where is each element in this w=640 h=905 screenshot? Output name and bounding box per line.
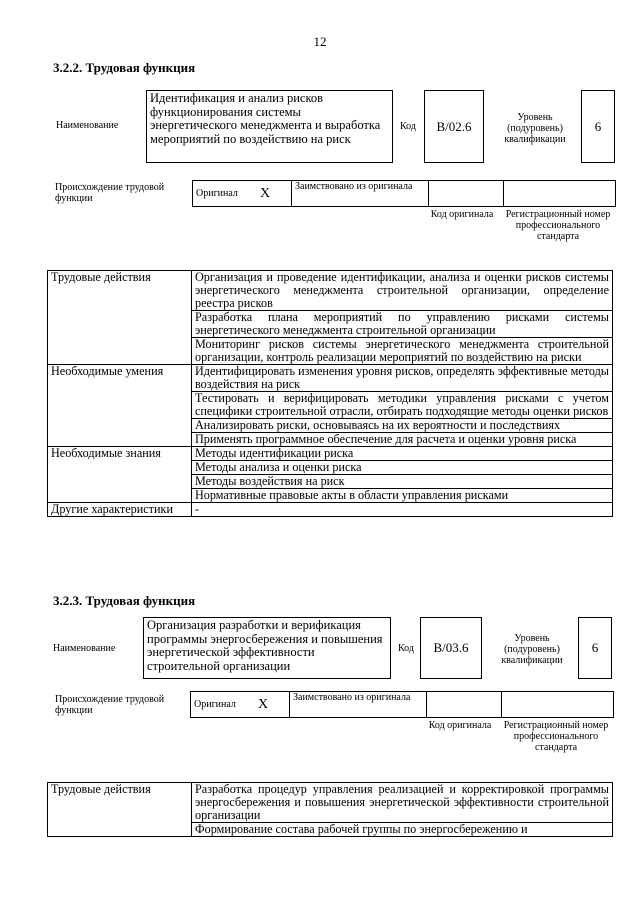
- origin-code-cell: [429, 181, 504, 207]
- table-row: [48, 271, 613, 311]
- table-cell: Тестировать и верифицировать методики управления рисками с учетом специфики строительной отрасли, отбирать подходящие методы оценки рисков: [192, 392, 613, 419]
- function-name-text: Идентификация и анализ рисков функционирования системы энергетического менеджмента и выработка мероприятий по воздействию на риск: [150, 91, 381, 146]
- table-cell: Мониторинг рисков системы энергетического менеджмента строительной организации, контроль реализации мероприятий по воздействию на риски: [192, 338, 613, 365]
- table-cell: Формирование состава рабочей группы по энергосбережению и: [192, 823, 613, 837]
- borrowed-label: Заимствовано из оригинала: [292, 181, 429, 207]
- function-name-box: [143, 617, 391, 679]
- table-cell: Применять программное обеспечение для расчета и оценки уровня риска: [192, 433, 613, 447]
- table-cell: Методы воздействия на риск: [192, 475, 613, 489]
- table-row: [48, 783, 613, 823]
- name-label: Наименование: [56, 120, 119, 131]
- page-number: 12: [313, 34, 327, 49]
- section-title: 3.2.2. Трудовая функция: [53, 60, 196, 75]
- function-name-box: [146, 90, 393, 163]
- code-value: B/03.6: [433, 640, 469, 655]
- category-cell: Трудовые действия: [48, 783, 192, 837]
- table-row: [48, 503, 613, 517]
- table-cell: Нормативные правовые акты в области управления рисками: [192, 489, 613, 503]
- reg-number-caption: Регистрационный номер профессионального стандарта: [505, 209, 611, 242]
- reg-number-caption: Регистрационный номер профессионального стандарта: [503, 720, 609, 753]
- reg-number-cell: [504, 181, 616, 207]
- table-row: [48, 447, 613, 461]
- origin-table: [192, 180, 616, 207]
- labor-function-table: [47, 270, 613, 517]
- origin-label: Происхождение трудовой функции: [55, 694, 165, 716]
- code-label: Код: [400, 121, 416, 132]
- code-label: Код: [398, 643, 414, 654]
- origin-code-cell: [427, 692, 502, 718]
- table-cell: -: [192, 503, 613, 517]
- section-title: 3.2.3. Трудовая функция: [53, 593, 196, 608]
- table-cell: Идентифицировать изменения уровня рисков, определять эффективные методы воздействия на риск: [192, 365, 613, 392]
- table-cell: Методы анализа и оценки риска: [192, 461, 613, 475]
- borrowed-label: Заимствовано из оригинала: [290, 692, 427, 718]
- category-cell: Необходимые знания: [48, 447, 192, 503]
- code-value-box: [420, 617, 482, 679]
- level-label: Уровень (подуровень) квалификации: [504, 112, 566, 145]
- category-cell: Другие характеристики: [48, 503, 192, 517]
- origin-code-caption: Код оригинала: [428, 720, 492, 731]
- reg-number-cell: [502, 692, 614, 718]
- table-cell: Анализировать риски, основываясь на их вероятности и последствиях: [192, 419, 613, 433]
- original-label: Оригинал: [191, 692, 256, 718]
- level-value: 6: [594, 118, 602, 134]
- level-value-box: [581, 90, 615, 163]
- level-value: 6: [591, 640, 599, 655]
- code-value: B/02.6: [436, 118, 472, 134]
- level-label: Уровень (подуровень) квалификации: [501, 633, 563, 666]
- origin-table: [190, 691, 614, 718]
- origin-code-caption: Код оригинала: [430, 209, 494, 220]
- code-value-box: [424, 90, 484, 163]
- original-label: Оригинал: [193, 181, 258, 207]
- category-cell: Трудовые действия: [48, 271, 192, 365]
- original-mark: X: [255, 692, 290, 718]
- table-row: [48, 365, 613, 392]
- table-cell: Разработка плана мероприятий по управлению рисками системы энергетического менеджмента строительной организации: [192, 311, 613, 338]
- table-cell: Разработка процедур управления реализацией и корректировкой программы энергосбережения и повышения энергетической эффективности строительной организации: [192, 783, 613, 823]
- function-name-text: Организация разработки и верификация программы энергосбережения и повышения энергетической эффективности строительной организации: [147, 618, 383, 673]
- original-mark: X: [257, 181, 292, 207]
- table-cell: Методы идентификации риска: [192, 447, 613, 461]
- category-cell: Необходимые умения: [48, 365, 192, 447]
- table-cell: Организация и проведение идентификации, анализа и оценки рисков системы энергетического менеджмента строительной организации, определение реестра рисков: [192, 271, 613, 311]
- origin-label: Происхождение трудовой функции: [55, 182, 165, 204]
- labor-function-table: [47, 782, 613, 837]
- name-label: Наименование: [53, 643, 116, 654]
- level-value-box: [578, 617, 612, 679]
